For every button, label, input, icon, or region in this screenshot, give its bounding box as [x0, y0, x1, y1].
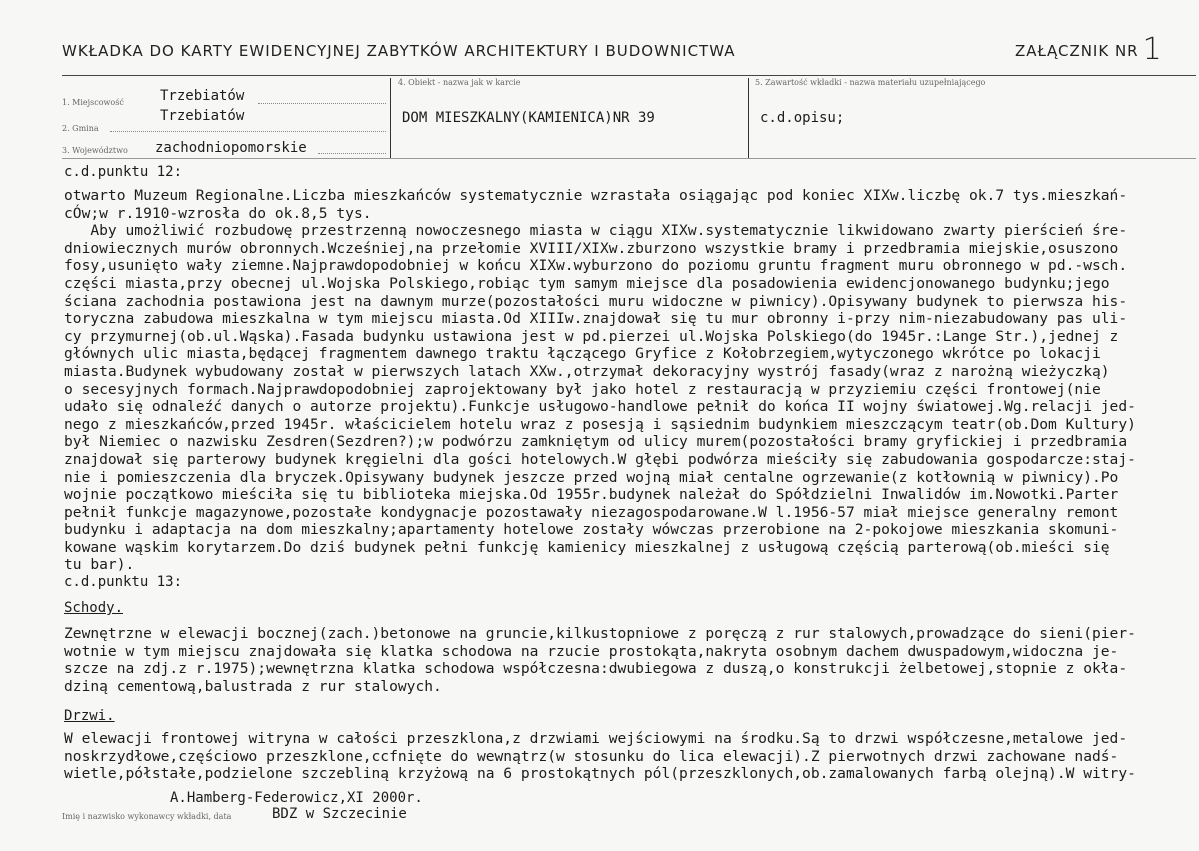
obiekt-label: 4. Obiekt - nazwa jak w karcie	[398, 78, 521, 87]
form-divider-1	[390, 78, 391, 158]
zawartosc-label: 5. Zawartość wkładki - nazwa materiału uzupełniającego	[755, 78, 986, 87]
gmina-dots	[110, 131, 386, 132]
form-header-title: WKŁADKA DO KARTY EWIDENCYJNEJ ZABYTKÓW ARCHITEKTURY I BUDOWNICTWA	[62, 42, 736, 60]
attachment-label-text: ZAŁĄCZNIK NR	[1015, 42, 1139, 60]
author-signature: A.Hamberg-Federowicz,XI 2000r.	[170, 790, 423, 806]
gmina-value: Trzebiatów	[160, 108, 245, 124]
form-top-rule	[62, 75, 1196, 76]
section13-heading: c.d.punktu 13:	[64, 574, 183, 590]
attachment-label	[1015, 32, 1163, 67]
schody-heading: Schody.	[64, 600, 124, 616]
wojewodztwo-dots	[318, 153, 386, 154]
drzwi-text: W elewacji frontowej witryna w całości przeszklona,z drzwiami wejściowymi na środku.Są to drzwi współczesne,metalowe jed- noskrzydłowe,częściowo przeszklone,ccfnięte do wewnątrz(w stosunku do lica elewacji).Z pierwotnych drzwi zachowane nadś- wietle,półstałe,podzielone szczebliną krzyżową na 6 prostokątnych pól(przeszklonych,ob.zamalowanych farbą olejną).W witry-	[64, 730, 1136, 783]
section12-text: otwarto Muzeum Regionalne.Liczba mieszkańców systematycznie wzrastała osiągając pod koniec XIXw.liczbę ok.7 tys.mieszkań- cÓw;w r.1910-wzrosła do ok.8,5 tys. Aby umożliwić rozbudowę przestrzenną nowoczesnego miasta w ciągu XIXw.systematycznie likwidowano zwarty pierścień śre- dniowiecznych murów obronnych.Wcześniej,na przełomie XVIII/XIXw.zburzono wszystkie bramy i przedbramia miejskie,osuszono fosy,usunięto wały ziemne.Najprawdopodobniej w końcu XIXw.wyburzono do poziomu gruntu fragment muru obronnego w pd.-wsch. części miasta,przy obecnej ul.Wojska Polskiego,robiąc tym samym miejsce dla posadowienia ewidencjonowanego budynku;jego ściana zachodnia postawiona jest na dawnym murze(pozostałości muru widoczne w piwnicy).Opisywany budynek to pierwsza his- toryczna zabudowa mieszkalna w tym miejscu miasta.Od XIIIw.znajdował się tu mur obronny i-przy nim-niezabudowany pas uli- cy przymurnej(ob.ul.Wąska).Fasada budynku ustawiona jest w pd.pierzei ul.Wojska Polskiego(do 1945r.:Lange Str.),jednej z głównych ulic miasta,będącej fragmentem dawnego traktu łączącego Gryfice z Kołobrzegiem,wytyczonego wkrótce po lokacji miasta.Budynek wybudowany został w pierwszych latach XXw.,otrzymał dekoracyjny wystrój fasady(wraz z narożną wieżyczką) o secesyjnych formach.Najprawdopodobniej zaprojektowany był jako hotel z restauracją w przyziemiu części frontowej(nie udało się odnaleźć danych o autorze projektu).Funkcje usługowo-handlowe pełnił do końca II wojny światowej.Wg.relacji jed- nego z mieszkańców,przed 1945r. właścicielem hotelu wraz z posesją i sąsiednim budynkiem mieszczącym teatr(ob.Dom Kultury) był Niemiec o nazwisku Zesdren(Sezdren?);w podwórzu zamkniętym od ulicy murem(pozostałości bramy gryfickiej i przedbramia znajdował się parterowy budynek kręgielni dla gości hotelowych.W głębi podwórza mieściły się zabudowania gospodarcze:staj- nie i pomieszczenia dla bryczek.Opisywany budynek jeszcze przed wojną miał centalne ogrzewanie(z kotłownią w piwnicy).Po wojnie początkowo mieściła się tu biblioteka miejska.Od 1955r.budynek należał do Spółdzielni Inwalidów im.Nowotki.Parter pełnił funkcje magazynowe,pozostałe kondygnacje pozostawały niezagospodarowane.W l.1956-57 miał miejsce generalny remont budynku i adaptacja na dom mieszkalny;apartamenty hotelowe zostały wówczas przerobione na 2-pokojowe mieszkania skomuni- kowane wąskim korytarzem.Do dziś budynek pełni funkcję kamienicy mieszkalnej z usługową częścią parterową(ob.mieści się tu bar).	[64, 187, 1136, 574]
wojewodztwo-value: zachodniopomorskie	[155, 140, 307, 156]
form-bottom-rule	[62, 158, 1196, 159]
signature-label: Imię i nazwisko wykonawcy wkładki, data	[62, 812, 232, 821]
drzwi-heading: Drzwi.	[64, 708, 115, 724]
form-divider-2	[748, 78, 749, 158]
miejscowosc-dots	[258, 103, 386, 104]
institution-name: BDZ w Szczecinie	[272, 806, 407, 822]
wojewodztwo-label: 3. Województwo	[62, 146, 128, 155]
obiekt-value: DOM MIESZKALNY(KAMIENICA)NR 39	[402, 110, 655, 126]
attachment-number: 1	[1142, 32, 1163, 67]
schody-text: Zewnętrzne w elewacji bocznej(zach.)betonowe na gruncie,kilkustopniowe z poręczą z rur stalowych,prowadzące do sieni(pier- wotnie w tym miejscu znajdowała się klatka schodowa na rzucie prostokąta,nakryta osobnym dachem dwuspadowym,widoczna je- szcze na zdj.z r.1975);wewnętrzna klatka schodowa współczesna:dwubiegowa z duszą,o konstrukcji żelbetowej,stopnie z okła- dziną cementową,balustrada z rur stalowych.	[64, 625, 1136, 695]
miejscowosc-value: Trzebiatów	[160, 88, 245, 104]
zawartosc-value: c.d.opisu;	[760, 110, 845, 126]
miejscowosc-label: 1. Miejscowość	[62, 98, 124, 107]
section12-heading: c.d.punktu 12:	[64, 164, 183, 180]
gmina-label: 2. Gmina	[62, 124, 99, 133]
